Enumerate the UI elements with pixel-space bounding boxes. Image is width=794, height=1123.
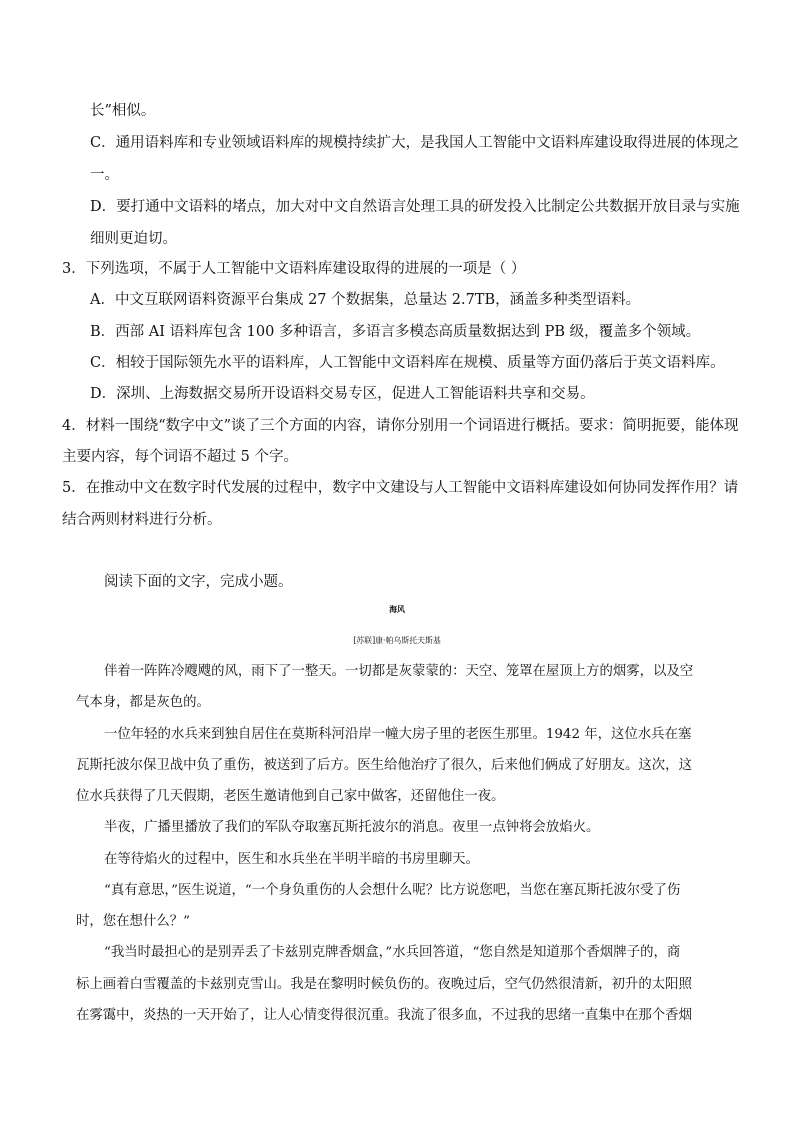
question-2-option-c-cont: 一。	[90, 167, 119, 183]
question-4-stem: 4．材料一围绕“数字中文”谈了三个方面的内容，请你分别用一个词语进行概括。要求：简明扼要，能体现	[62, 418, 739, 434]
passage-paragraph-2-cont-2: 位水兵获得了几天假期，老医生邀请他到自己家中做客，还留他住一夜。	[76, 789, 505, 804]
question-2-option-b-tail: 长”相似。	[90, 103, 156, 119]
question-3-option-c: C．相较于国际领先水平的语料库，人工智能中文语料库在规模、质量等方面仍落后于英文语料库。	[90, 355, 725, 371]
passage-paragraph-2-cont-1: 瓦斯托波尔保卫战中负了重伤，被送到了后方。医生给他治疗了很久，后来他们俩成了好朋友。这次，这	[76, 758, 692, 773]
question-4-stem-cont: 主要内容，每个词语不超过 5 个字。	[62, 449, 298, 465]
question-3-option-a: A．中文互联网语料资源平台集成 27 个数据集，总量达 2.7TB，涵盖多种类型语料。	[90, 292, 641, 308]
question-5-stem-cont: 结合两则材料进行分析。	[62, 512, 222, 528]
question-5-stem: 5．在推动中文在数字时代发展的过程中，数字中文建设与人工智能中文语料库建设如何协同发挥作用？请	[62, 480, 739, 496]
passage-paragraph-6: “我当时最担心的是别弄丢了卡兹别克牌香烟盒，”水兵回答道，“您自然是知道那个香烟牌子的，商	[104, 945, 681, 960]
question-2-option-d: D．要打通中文语料的堵点，加大对中文自然语言处理工具的研发投入比制定公共数据开放目录与实施	[90, 199, 740, 215]
question-3-option-b: B．西部 AI 语料库包含 100 多种语言，多语言多模态高质量数据达到 PB 级，覆盖多个领域。	[90, 324, 701, 340]
passage-author: [苏联]康·帕乌斯托夫斯基	[353, 636, 441, 645]
passage-paragraph-2: 一位年轻的水兵来到独自居住在莫斯科河沿岸一幢大房子里的老医生那里。1942 年，这位水兵在塞	[104, 727, 692, 742]
passage-title: 海风	[389, 605, 405, 614]
passage-paragraph-6-cont-1: 标上画着白雪覆盖的卡兹别克雪山。我是在黎明时候负伤的。夜晚过后，空气仍然很清新，初升的太阳照	[76, 977, 692, 992]
passage-paragraph-4: 在等待焰火的过程中，医生和水兵坐在半明半暗的书房里聊天。	[104, 852, 479, 867]
passage-paragraph-1: 伴着一阵阵冷飕飕的风，雨下了一整天。一切都是灰蒙蒙的：天空、笼罩在屋顶上方的烟雾，以及空	[104, 664, 694, 679]
passage-paragraph-5-cont: 时，您在想什么？”	[76, 914, 190, 929]
passage-paragraph-6-cont-2: 在雾霭中，炎热的一天开始了，让人心情变得很沉重。我流了很多血，不过我的思绪一直集中在那个香烟	[76, 1008, 692, 1023]
passage-paragraph-3: 半夜，广播里播放了我们的军队夺取塞瓦斯托波尔的消息。夜里一点钟将会放焰火。	[104, 820, 600, 835]
reading-instruction: 阅读下面的文字，完成小题。	[104, 574, 293, 590]
question-2-option-c: C．通用语料库和专业领域语料库的规模持续扩大，是我国人工智能中文语料库建设取得进展的体现之	[90, 135, 740, 151]
passage-paragraph-5: “真有意思，”医生说道，“一个身负重伤的人会想什么呢？比方说您吧，当您在塞瓦斯托波尔受了伤	[104, 883, 681, 898]
question-3-option-d: D．深圳、上海数据交易所开设语料交易专区，促进人工智能语料共享和交易。	[90, 386, 595, 402]
question-3-stem: 3．下列选项，不属于人工智能中文语料库建设取得的进展的一项是（ ）	[62, 261, 526, 277]
question-2-option-d-cont: 细则更迫切。	[90, 231, 177, 247]
passage-paragraph-1-cont: 气本身，都是灰色的。	[76, 695, 210, 710]
